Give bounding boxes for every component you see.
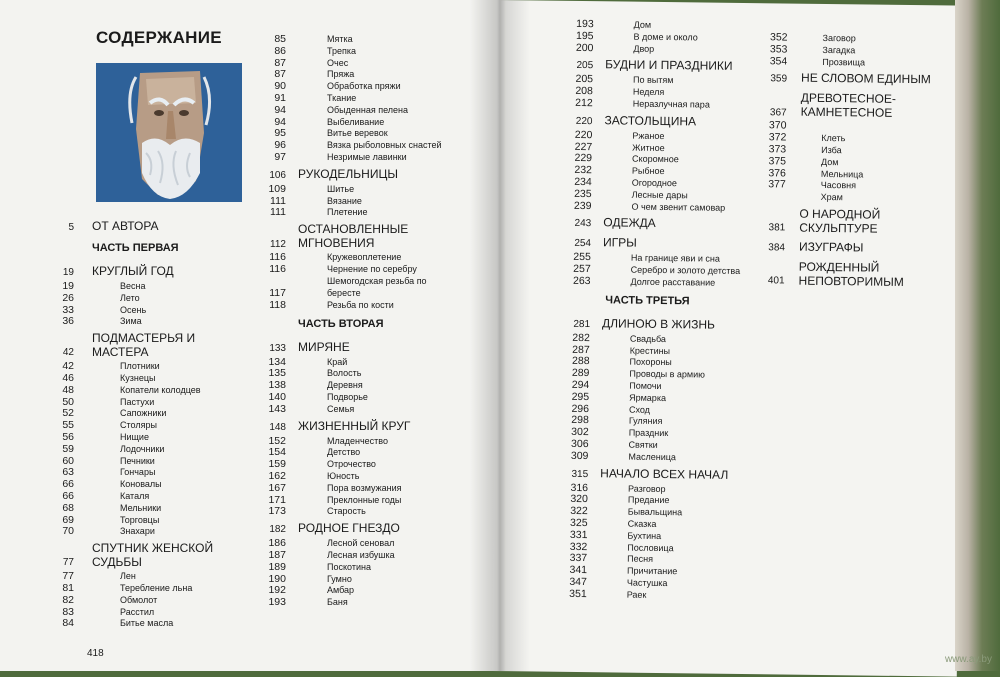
toc-entry-page: 109: [246, 184, 286, 195]
toc-section-title-line2: СКУЛЬПТУРЕ: [799, 222, 878, 236]
toc-entry-page: 227: [552, 141, 592, 152]
toc-entry-page: 376: [746, 168, 786, 179]
toc-section-title: ДЛИНОЮ В ЖИЗНЬ: [602, 317, 715, 331]
toc-entry-title: Выбеливание: [327, 117, 384, 128]
toc-entry-title: Незримые лавинки: [327, 152, 407, 163]
toc-entry-page: 234: [552, 177, 592, 188]
toc-entry-title: Чернение по серебру: [327, 264, 417, 275]
toc-entry-title: Крестины: [630, 345, 670, 356]
toc-entry-title: Кузнецы: [120, 373, 155, 384]
toc-entry-title: Двор: [633, 43, 654, 54]
toc-entry-title: Знахари: [120, 526, 155, 537]
toc-entry-page: 235: [552, 188, 592, 199]
toc-section-page: 77: [34, 556, 74, 569]
toc-section-title: ИГРЫ: [603, 237, 637, 250]
toc-entry-page: 306: [549, 439, 589, 450]
toc-section-page: 133: [246, 342, 286, 355]
toc-entry-page: 195: [553, 30, 593, 41]
toc-entry-page: 296: [549, 403, 589, 414]
toc-entry-page: 60: [34, 456, 74, 467]
toc-entry-page: 63: [34, 467, 74, 478]
toc-entry-page: 193: [246, 597, 286, 608]
toc-entry-title: Сапожники: [120, 408, 166, 419]
toc-entry-title: Мельница: [821, 169, 864, 181]
toc-entry-title: Старость: [327, 506, 366, 517]
toc-section-title-line2: НЕПОВТОРИМЫМ: [799, 275, 904, 289]
toc-entry-title: Столяры: [120, 420, 157, 431]
toc-entry-title: Бухтина: [627, 530, 661, 541]
toc-entry-page: 33: [34, 305, 74, 316]
toc-entry-page: 48: [34, 385, 74, 396]
toc-entry-page: 257: [551, 264, 591, 275]
toc-entry-title: Плотники: [120, 361, 160, 372]
toc-entry-title: Храм: [821, 192, 843, 203]
toc-entry-title: Неделя: [633, 87, 665, 98]
toc-entry-title: Дом: [821, 157, 839, 168]
toc-entry-page: 173: [246, 506, 286, 517]
toc-entry-page: 56: [34, 432, 74, 443]
toc-entry-page: 82: [34, 595, 74, 606]
toc-entry-title: Пословица: [627, 542, 673, 554]
toc-entry-page: 190: [246, 574, 286, 585]
toc-entry-title: Мятка: [327, 34, 353, 45]
toc-section-page: 220: [552, 114, 592, 127]
toc-entry-page: 200: [553, 42, 593, 53]
toc-entry-page: 117: [246, 288, 286, 299]
toc-entry-title: Детство: [327, 447, 360, 458]
toc-entry-page: 138: [246, 380, 286, 391]
toc-entry-title: Семья: [327, 404, 354, 415]
toc-section-title-line2: КАМНЕТЕСНОЕ: [801, 106, 893, 120]
toc-entry-page: 70: [34, 526, 74, 537]
toc-section-title: ОТ АВТОРА: [92, 220, 159, 233]
toc-entry-page: 97: [246, 152, 286, 163]
toc-entry-title: Расстил: [120, 607, 154, 618]
toc-section-page: 182: [246, 523, 286, 536]
toc-entry-page: 193: [554, 19, 594, 30]
toc-entry-page: 192: [246, 585, 286, 596]
toc-entry-page: 167: [246, 483, 286, 494]
toc-entry-page: 118: [246, 300, 286, 311]
toc-entry-page: 239: [551, 200, 591, 211]
toc-entry-title: Святки: [629, 440, 658, 451]
toc-entry-title: Шитье: [327, 184, 354, 195]
toc-section-title: ЖИЗНЕННЫЙ КРУГ: [298, 420, 410, 433]
toc-entry-title: Подворье: [327, 392, 368, 403]
toc-section-page: 148: [246, 421, 286, 434]
toc-entry-title: Кружевоплетение: [327, 252, 401, 263]
toc-entry-page: 294: [549, 380, 589, 391]
toc-entry-page: 26: [34, 293, 74, 304]
toc-entry-title: Весна: [120, 281, 145, 292]
toc-entry-title: Часовня: [821, 180, 856, 191]
toc-section-title: НЕ СЛОВОМ ЕДИНЫМ: [801, 72, 931, 87]
toc-entry-page: 377: [746, 179, 786, 190]
page-title: СОДЕРЖАНИЕ: [96, 28, 222, 48]
toc-entry-page: 353: [747, 44, 787, 55]
toc-section-title: ОСТАНОВЛЕННЫЕ: [298, 223, 408, 236]
toc-section-page: 42: [34, 346, 74, 359]
toc-section-title: ПОДМАСТЕРЬЯ И: [92, 332, 195, 345]
toc-entry-title: Помочи: [629, 381, 661, 392]
toc-section-title: НАЧАЛО ВСЕХ НАЧАЛ: [600, 467, 728, 482]
toc-entry-title: Торговцы: [120, 515, 159, 526]
toc-entry-page: 90: [246, 81, 286, 92]
page-number: 418: [87, 648, 104, 659]
toc-entry-title-line2: бересте: [327, 288, 361, 299]
toc-entry-title: Свадьба: [630, 333, 666, 344]
toc-section-title: КРУГЛЫЙ ГОД: [92, 265, 174, 278]
toc-entry-page: 87: [246, 69, 286, 80]
toc-entry-page: 354: [747, 56, 787, 67]
toc-entry-title: Младенчество: [327, 436, 388, 447]
toc-entry-title: Сход: [629, 404, 650, 415]
toc-entry-page: 95: [246, 128, 286, 139]
toc-section-page: 106: [246, 169, 286, 182]
toc-entry-page: 116: [246, 252, 286, 263]
toc-entry-title: Клеть: [821, 133, 845, 144]
toc-entry-page: 352: [747, 32, 787, 43]
toc-entry-page: 154: [246, 447, 286, 458]
toc-column-4: [500, 0, 965, 6]
toc-entry-page: 143: [246, 404, 286, 415]
toc-section-title-line2: СУДЬБЫ: [92, 556, 142, 569]
toc-entry-title: Масленица: [628, 451, 676, 463]
toc-entry-title: Долгое расставание: [630, 277, 715, 289]
toc-entry-page: 337: [547, 553, 587, 564]
toc-entry-page: 288: [550, 356, 590, 367]
toc-entry-title: Витье веревок: [327, 128, 388, 139]
toc-section-page: 112: [246, 238, 286, 251]
toc-entry-page: 205: [553, 74, 593, 85]
toc-entry-page: 86: [246, 46, 286, 57]
toc-entry-page: 52: [34, 408, 74, 419]
toc-section-page: 381: [745, 221, 785, 234]
toc-entry-title: Раек: [627, 589, 647, 600]
toc-entry-title: Песня: [627, 554, 653, 565]
toc-entry-title: Ткание: [327, 93, 356, 104]
book-cover-edge: [955, 0, 1000, 671]
toc-entry-title: Похороны: [630, 357, 672, 369]
toc-section-page: 19: [34, 266, 74, 279]
toc-entry-title: Серебро и золото детства: [631, 265, 741, 277]
toc-entry-page: 322: [548, 506, 588, 517]
toc-entry-title: Баня: [327, 597, 348, 608]
toc-entry-page: 171: [246, 495, 286, 506]
toc-section-title: СПУТНИК ЖЕНСКОЙ: [92, 542, 213, 555]
toc-entry-title: Гумно: [327, 574, 352, 585]
toc-entry-page: 42: [34, 361, 74, 372]
toc-entry-page: 187: [246, 550, 286, 561]
toc-section-page: 367: [747, 106, 787, 119]
toc-entry-title: Заговор: [822, 33, 855, 44]
toc-section-title-line2: МГНОВЕНИЯ: [298, 237, 374, 250]
toc-section-title: ОДЕЖДА: [603, 217, 656, 231]
toc-entry-page: 332: [547, 541, 587, 552]
toc-entry-title: Праздник: [629, 428, 669, 439]
toc-entry-title: Вязка рыболовных снастей: [327, 140, 442, 151]
toc-entry-title: Плетение: [327, 207, 367, 218]
toc-entry-page: 162: [246, 471, 286, 482]
toc-entry-title: Обработка пряжи: [327, 81, 401, 92]
toc-section-title-line2: МАСТЕРА: [92, 346, 149, 359]
toc-entry-page: 84: [34, 618, 74, 629]
toc-entry-page: 50: [34, 397, 74, 408]
toc-entry-page: 220: [552, 129, 592, 140]
toc-entry-page: 186: [246, 538, 286, 549]
toc-entry-title: Гончары: [120, 467, 155, 478]
toc-entry-title: Поскотина: [327, 562, 371, 573]
toc-entry-title: Вязание: [327, 196, 362, 207]
toc-entry-page: 116: [246, 264, 286, 275]
toc-entry-page: 370: [746, 120, 786, 131]
watermark: www.ay.by: [945, 654, 992, 665]
toc-entry-title: Загадка: [822, 45, 855, 56]
toc-entry-title: Лодочники: [120, 444, 164, 455]
toc-section-page: 384: [745, 241, 785, 254]
toc-entry-title: Пастухи: [120, 397, 154, 408]
toc-section-page: 205: [553, 59, 593, 72]
toc-entry-title: Преклонные годы: [327, 495, 401, 506]
toc-entry-page: 263: [551, 276, 591, 287]
toc-entry-title: Деревня: [327, 380, 363, 391]
toc-entry-page: 69: [34, 515, 74, 526]
toc-entry-page: 325: [548, 518, 588, 529]
toc-entry-title: Битье масла: [120, 618, 173, 629]
toc-entry-title: Копатели колодцев: [120, 385, 201, 396]
toc-entry-page: 36: [34, 316, 74, 327]
toc-entry-title: Причитание: [627, 566, 677, 578]
toc-entry-title: Рыбное: [632, 166, 665, 177]
toc-entry-title: Сказка: [628, 519, 657, 530]
toc-entry-page: 375: [746, 156, 786, 167]
toc-entry-page: 159: [246, 459, 286, 470]
part-heading: ЧАСТЬ ТРЕТЬЯ: [605, 294, 689, 307]
toc-entry-page: 140: [246, 392, 286, 403]
toc-entry-title: Огородное: [632, 178, 677, 190]
toc-entry-page: 229: [552, 153, 592, 164]
toc-section-page: 315: [548, 467, 588, 480]
toc-entry-page: 94: [246, 105, 286, 116]
toc-entry-title: Частушка: [627, 578, 668, 589]
toc-entry-title: Юность: [327, 471, 359, 482]
toc-section-page: 359: [747, 72, 787, 85]
toc-entry-page: 331: [547, 529, 587, 540]
toc-entry-title: Коновалы: [120, 479, 162, 490]
toc-entry-page: 255: [551, 252, 591, 263]
toc-entry-title: Печники: [120, 456, 155, 467]
toc-entry-title: Шемогодская резьба по: [327, 276, 427, 287]
toc-entry-page: 320: [548, 494, 588, 505]
toc-entry-page: 347: [547, 577, 587, 588]
toc-section-title: РУКОДЕЛЬНИЦЫ: [298, 168, 398, 181]
toc-entry-page: 373: [746, 144, 786, 155]
toc-entry-title: Ярмарка: [629, 392, 666, 403]
toc-entry-page: 372: [746, 132, 786, 143]
toc-entry-title: Мельники: [120, 503, 161, 514]
toc-entry-page: 87: [246, 58, 286, 69]
toc-entry-title: Разговор: [628, 483, 666, 494]
toc-section-title: МИРЯНЕ: [298, 341, 350, 354]
toc-entry-page: 316: [548, 482, 588, 493]
toc-entry-page: 208: [553, 86, 593, 97]
toc-entry-page: 282: [550, 332, 590, 343]
toc-entry-page: 46: [34, 373, 74, 384]
toc-entry-page: 298: [549, 415, 589, 426]
toc-section-page: 401: [745, 274, 785, 287]
toc-entry-page: 295: [549, 391, 589, 402]
toc-entry-page: 135: [246, 368, 286, 379]
toc-entry-page: 66: [34, 491, 74, 502]
toc-entry-page: 68: [34, 503, 74, 514]
toc-entry-title: Лесная избушка: [327, 550, 395, 561]
toc-entry-page: 111: [246, 207, 286, 218]
part-heading: ЧАСТЬ ПЕРВАЯ: [92, 242, 179, 254]
toc-entry-title: Гуляния: [629, 416, 663, 427]
toc-entry-page: 81: [34, 583, 74, 594]
toc-entry-title: Обыденная пелена: [327, 105, 408, 116]
toc-entry-title: Ржаное: [632, 130, 664, 141]
toc-section-page: 5: [34, 221, 74, 234]
toc-section-page: 254: [551, 237, 591, 250]
toc-entry-title: В доме и около: [633, 31, 697, 43]
toc-entry-title: Теребление льна: [120, 583, 192, 594]
toc-entry-title: Обмолот: [120, 595, 157, 606]
toc-entry-title: Скоромное: [632, 154, 679, 166]
toc-entry-page: 351: [547, 588, 587, 599]
toc-entry-title: Зима: [120, 316, 142, 327]
toc-entry-title: Изба: [821, 145, 842, 156]
toc-entry-title: Осень: [120, 305, 146, 316]
toc-entry-title: Очес: [327, 58, 348, 69]
toc-entry-page: 134: [246, 357, 286, 368]
toc-entry-title: Волость: [327, 368, 361, 379]
toc-entry-page: 66: [34, 479, 74, 490]
toc-entry-title: Дом: [634, 20, 652, 31]
toc-entry-page: 152: [246, 436, 286, 447]
toc-entry-title: На границе яви и сна: [631, 253, 720, 265]
toc-entry-page: 289: [549, 368, 589, 379]
toc-entry-page: 341: [547, 565, 587, 576]
toc-entry-page: 302: [549, 427, 589, 438]
toc-section-title: РОДНОЕ ГНЕЗДО: [298, 522, 400, 535]
part-heading: ЧАСТЬ ВТОРАЯ: [298, 318, 384, 330]
toc-entry-title: Проводы в армию: [629, 369, 705, 381]
toc-entry-page: 94: [246, 117, 286, 128]
toc-section-title: О НАРОДНОЙ: [799, 208, 880, 222]
toc-entry-page: 111: [246, 196, 286, 207]
wooden-mask-photo: [96, 63, 242, 202]
toc-entry-page: 77: [34, 571, 74, 582]
toc-section-page: 281: [550, 317, 590, 330]
toc-entry-title: Прозвища: [822, 57, 865, 69]
toc-entry-title: Нищие: [120, 432, 149, 443]
toc-entry-page: 59: [34, 444, 74, 455]
wooden-mask-image: [96, 63, 242, 202]
toc-entry-page: 83: [34, 607, 74, 618]
toc-entry-title: Каталя: [120, 491, 149, 502]
toc-entry-page: 55: [34, 420, 74, 431]
toc-entry-title: Пора возмужания: [327, 483, 401, 494]
toc-entry-page: 212: [553, 98, 593, 109]
toc-section-title: ИЗУГРАФЫ: [799, 241, 864, 255]
toc-entry-title: По вытям: [633, 75, 674, 86]
toc-entry-title: Резьба по кости: [327, 300, 394, 311]
toc-section-title: ЗАСТОЛЬЩИНА: [604, 114, 696, 128]
toc-entry-page: 232: [552, 165, 592, 176]
toc-entry-page: 96: [246, 140, 286, 151]
toc-entry-page: 287: [550, 344, 590, 355]
toc-section-title: РОЖДЕННЫЙ: [799, 261, 880, 275]
toc-entry-page: 309: [548, 450, 588, 461]
toc-entry-page: 91: [246, 93, 286, 104]
toc-section-title: БУДНИ И ПРАЗДНИКИ: [605, 59, 733, 74]
right-page: [492, 0, 965, 677]
toc-section-page: 243: [551, 217, 591, 230]
toc-entry-title: Край: [327, 357, 347, 368]
toc-section-title: ДРЕВОТЕСНОЕ-: [801, 92, 896, 106]
toc-entry-title: Лесной сеновал: [327, 538, 394, 549]
toc-entry-title: Неразлучная пара: [633, 99, 710, 111]
toc-entry-title: Предание: [628, 495, 670, 507]
toc-column-3: [500, 0, 965, 6]
toc-entry-title: Трепка: [327, 46, 356, 57]
toc-entry-page: 189: [246, 562, 286, 573]
toc-entry-page: 85: [246, 34, 286, 45]
toc-entry-title: Лето: [120, 293, 140, 304]
toc-entry-title: О чем звенит самовар: [631, 201, 725, 213]
toc-entry-title: Бывальщина: [628, 507, 683, 519]
left-page: [0, 0, 500, 671]
toc-entry-title: Отрочество: [327, 459, 376, 470]
toc-entry-title: Лесные дары: [632, 189, 688, 201]
toc-entry-page: 19: [34, 281, 74, 292]
toc-entry-title: Амбар: [327, 585, 354, 596]
toc-entry-title: Житное: [632, 142, 665, 153]
toc-entry-title: Пряжа: [327, 69, 354, 80]
toc-entry-title: Лен: [120, 571, 136, 582]
